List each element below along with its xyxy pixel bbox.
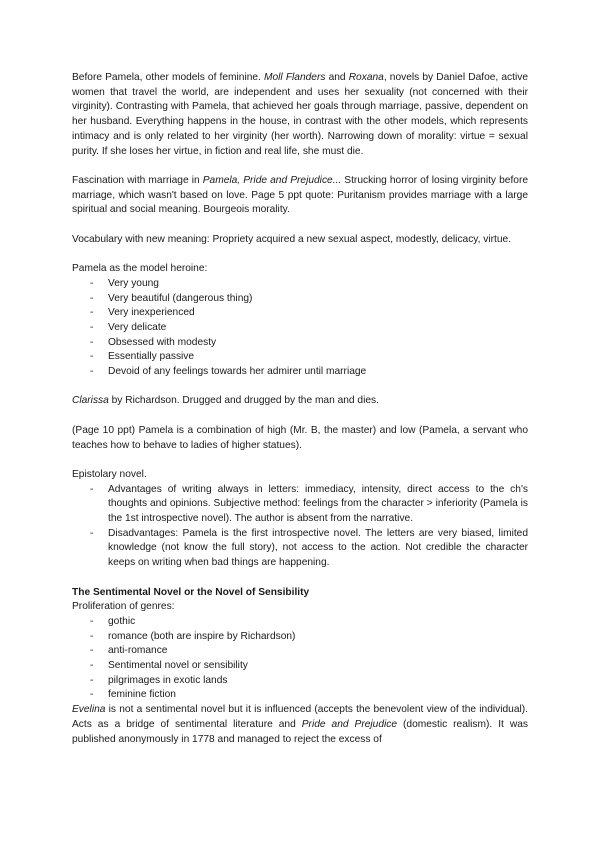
text-span: , novels by Daniel Dafoe, active women that travel the world, are independent and uses her sexuality (not concerned with their virginity). Contrasting with Pamela, that achieved her goals through marriage, passive, dependent on her husband. Everything happens in the house, in contrast with the other models, which represents intimacy and is only related to her virginity (her worth). Narrowing down of morality: virtue = sexual purity. If she loses her virtue, in fiction and real life, she must die. (72, 72, 528, 157)
text-span: by Richardson. Drugged and drugged by the man and dies. (108, 395, 379, 407)
list-item: - Very inexperienced (72, 306, 528, 321)
title-pamela-pride: Pamela, Pride and Prejudice... (202, 174, 342, 186)
text-span: Before Pamela, other models of feminine. (72, 72, 265, 83)
title-clarissa: Clarissa (72, 395, 109, 407)
text-span: Strucking horror of losing virginity before marriage, which wasn't based on love. Page 5 ppt quote: Puritanism provides marriage with a large spiritual and social meaning. Bourgeois morality. (72, 174, 529, 216)
list-item: - Devoid of any feelings towards her admirer until marriage (72, 365, 528, 380)
epistolary-list (72, 483, 528, 571)
list-item: - feminine fiction (72, 688, 528, 703)
heroine-list (72, 277, 528, 380)
list-item: - Essentially passive (72, 350, 528, 365)
list-item: - anti-romance (72, 644, 528, 659)
list-item: - romance (both are inspire by Richardson) (72, 630, 528, 645)
paragraph-evelina (72, 703, 528, 747)
list-item: - Obsessed with modesty (72, 336, 528, 351)
list-item: - Very young (72, 277, 528, 292)
paragraph-page-10: (Page 10 ppt) Pamela is a combination of high (Mr. B, the master) and low (Pamela, a servant who teaches how to behave to ladies of higher statues). (72, 424, 528, 451)
list-item: - Disadvantages: Pamela is the first introspective novel. The letters are very biased, limited knowledge (not know the full story), not access to the action. Not credible the character keeps on writing when bad things are happening. (72, 527, 528, 571)
list-item: - Advantages of writing always in letters: immediacy, intensity, direct access to the ch's thoughts and opinions. Subjective method: feelings from the character > inferiority (Pamela is the 1st introspective novel). The author is absent from the narrative. (72, 483, 528, 527)
paragraph-vocabulary: Vocabulary with new meaning: Propriety acquired a new sexual aspect, modestly, delicacy, virtue. (72, 233, 512, 245)
text-span: is not a sentimental novel but it is influenced (accepts the benevolent view of the individual). Acts as a bridge of sentimental literature and (72, 704, 528, 730)
list-item: - gothic (72, 615, 528, 630)
paragraph-models-of-feminine (72, 71, 528, 159)
section-heading: The Sentimental Novel or the Novel of Sensibility (72, 586, 310, 598)
genres-list-title: Proliferation of genres: (72, 601, 175, 613)
title-evelina: Evelina (72, 704, 106, 716)
paragraph-fascination-marriage (72, 174, 528, 218)
list-item: - Very delicate (72, 321, 528, 336)
list-item: - pilgrimages in exotic lands (72, 674, 528, 689)
title-roxana: Roxana (348, 72, 384, 83)
heroine-list-title: Pamela as the model heroine: (72, 263, 208, 275)
document-body (72, 71, 528, 747)
text-span: Fascination with marriage in (72, 174, 203, 186)
text-span: and (325, 72, 349, 83)
title-moll-flanders: Moll Flanders (264, 72, 326, 83)
epistolary-title: Epistolary novel. (72, 468, 147, 480)
paragraph-clarissa (72, 394, 528, 409)
list-item: - Sentimental novel or sensibility (72, 659, 528, 674)
text-span: (domestic realism). It was published anonymously in 1778 and managed to reject the excess of (72, 718, 528, 745)
genres-list (72, 615, 528, 703)
list-item: - Very beautiful (dangerous thing) (72, 292, 528, 307)
title-pride-and-prejudice: Pride and Prejudice (301, 718, 398, 730)
